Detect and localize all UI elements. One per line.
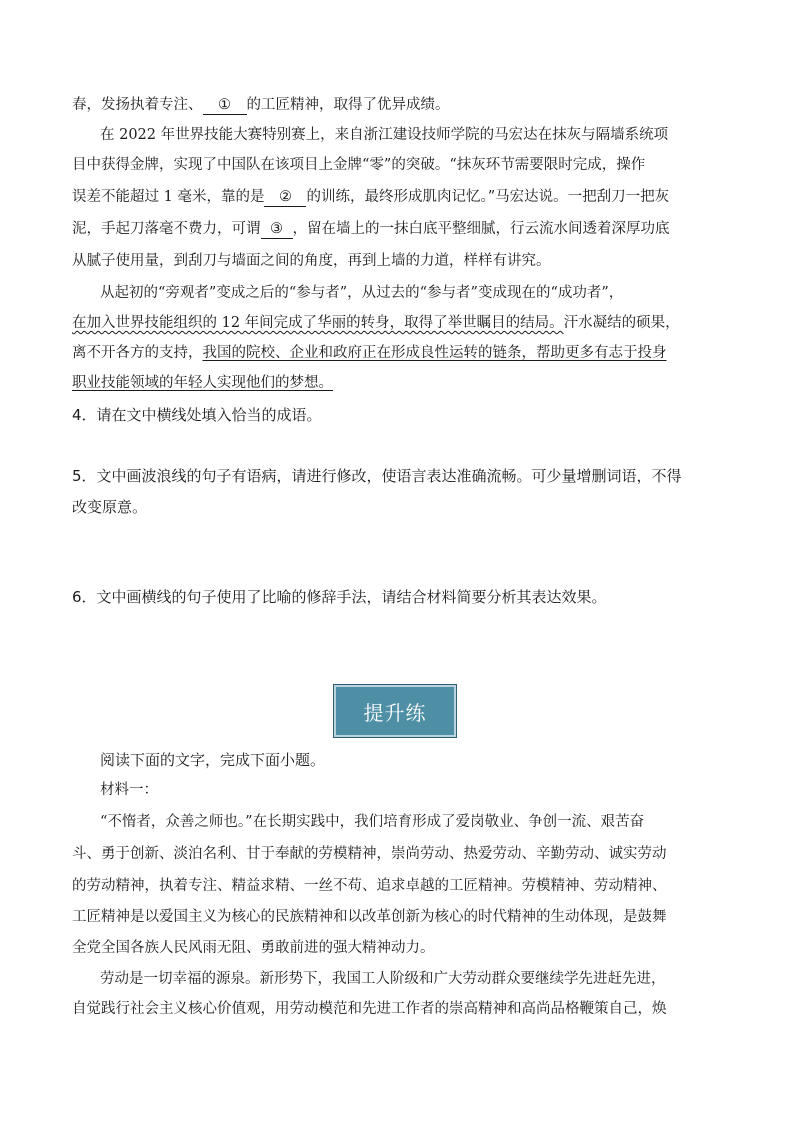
reading-instruction: 阅读下面的文字，完成下面小题。 <box>100 751 326 769</box>
wavy-underlined-sentence: 在加入世界技能组织的 12 年间完成了华丽的转身，取得了举世瞩目的结局。 <box>72 315 564 331</box>
passage1-line-2: 在 2022 年世界技能大赛特别赛上，来自浙江建设技师学院的马宏达在抹灰与隔墙系统项 <box>100 127 669 143</box>
passage1-line-9: 离不开各方的支持，我国的院校、企业和政府正在形成良性运转的链条，帮助更多有志于投身 <box>72 345 667 361</box>
passage2-line-5: 全党全国各族人民风雨无阻、勇敢前进的强大精神动力。 <box>72 940 435 956</box>
underlined-sentence-part-1: 我国的院校、企业和政府正在形成良性运转的链条，帮助更多有志于投身 <box>202 345 667 361</box>
fill-blank-3: ③ <box>261 221 293 239</box>
passage2-line-1: “不惰者，众善之师也。”在长期实践中，我们培育形成了爱岗敬业、争创一流、艰苦奋 <box>100 814 645 830</box>
passage2-line-7: 自觉践行社会主义核心价值观，用劳动模范和先进工作者的崇高精神和高尚品格鞭策自己，焕 <box>72 1001 667 1017</box>
passage2-line-3: 的劳动精神，执着专注、精益求精、一丝不苟、追求卓越的工匠精神。劳模精神、劳动精神、 <box>72 878 667 894</box>
passage2-line-6: 劳动是一切幸福的源泉。新形势下，我国工人阶级和广大劳动群众要继续学先进赶先进， <box>100 971 666 987</box>
passage1-line-10 <box>72 373 333 393</box>
fill-blank-2: ② <box>264 189 306 207</box>
passage1-line-4: 误差不能超过 1 毫米，靠的是 ② 的训练，最终形成肌肉记忆。”马宏达说。一把刮刀一把灰 <box>72 189 670 205</box>
passage1-line-7: 从起初的“旁观者”变成之后的“参与者”，从过去的“参与者”变成现在的“成功者”， <box>100 285 624 301</box>
material-label: 材料一： <box>100 782 158 798</box>
question-6: 6．文中画横线的句子使用了比喻的修辞手法，请结合材料简要分析其表达效果。 <box>72 588 607 606</box>
passage1-line-3: 目中获得金牌，实现了中国队在该项目上金牌“零”的突破。“抹灰环节需要限时完成，操作 <box>72 157 646 173</box>
passage1-line-6: 从腻子使用量，到刮刀与墙面之间的角度，再到上墙的力道，样样有讲究。 <box>72 253 551 269</box>
passage2-line-4: 工匠精神是以爱国主义为核心的民族精神和以改革创新为核心的时代精神的生动体现，是鼓舞 <box>72 909 667 925</box>
passage1-line-5: 泥，手起刀落毫不费力，可谓 ③ ，留在墙上的一抹白底平整细腻，行云流水间透着深厚功底 <box>72 221 670 237</box>
passage2-line-2: 斗、勇于创新、淡泊名利、甘于奉献的劳模精神，崇尚劳动、热爱劳动、辛勤劳动、诚实劳动 <box>72 846 667 862</box>
question-5-line-2: 改变原意。 <box>72 498 148 516</box>
question-4: 4．请在文中横线处填入恰当的成语。 <box>72 406 322 424</box>
fill-blank-1: ① <box>203 97 247 115</box>
passage1-line-8: 在加入世界技能组织的 12 年间完成了华丽的转身，取得了举世瞩目的结局。汗水凝结的硕果， <box>72 315 680 331</box>
section-banner-tisheng: 提升练 <box>333 684 457 738</box>
passage1-line-1: 春，发扬执着专注、 ① 的工匠精神，取得了优异成绩。 <box>72 97 450 113</box>
question-5-line-1: 5．文中画波浪线的句子有语病，请进行修改，使语言表达准确流畅。可少量增删词语，不得 <box>72 467 682 485</box>
underlined-sentence-part-2: 职业技能领域的年轻人实现他们的梦想。 <box>72 375 333 391</box>
